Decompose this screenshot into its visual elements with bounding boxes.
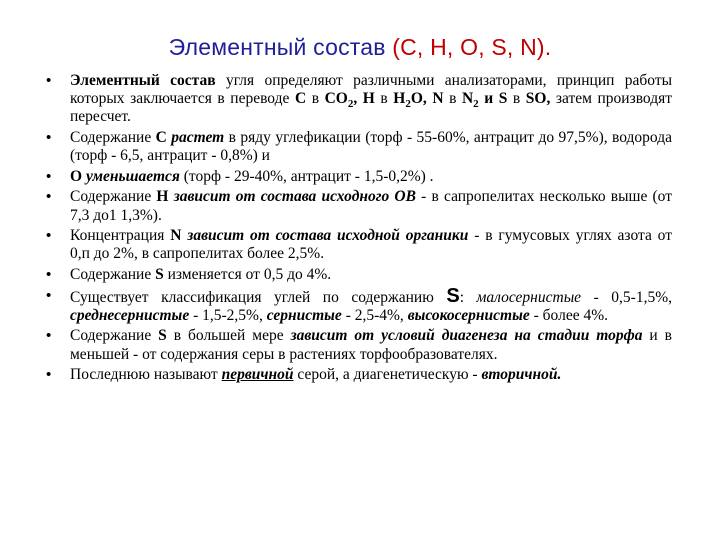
- text-run: S: [498, 90, 508, 108]
- text-run: (торф - 29-40%, антрацит - 1,5-0,2%) .: [179, 167, 434, 185]
- bullet-text: [70, 188, 672, 224]
- bullet-icon: •: [46, 286, 52, 304]
- bullet-list: [46, 72, 672, 387]
- text-run: уменьшается: [85, 167, 180, 185]
- text-run: - 2,5-4%,: [341, 306, 408, 324]
- text-run: , Н: [353, 90, 375, 108]
- text-run: - в сапропелитах несколько выше (от 7,3 до1 1,3%).: [70, 188, 672, 224]
- text-run: серой, а диагенетическую -: [293, 366, 482, 384]
- bullet-item: [46, 327, 672, 363]
- text-run: и: [478, 90, 499, 108]
- bullet-item: [46, 284, 672, 325]
- text-run: Содержание: [70, 129, 156, 146]
- bullet-icon: •: [46, 366, 52, 384]
- bullet-item: [46, 266, 672, 284]
- text-run: S: [446, 284, 460, 307]
- bullet-text: [70, 227, 672, 263]
- text-run: Последнюю называют: [70, 366, 222, 384]
- bullet-icon: •: [46, 72, 52, 89]
- text-run: S: [158, 327, 167, 345]
- text-run: в: [507, 90, 526, 108]
- text-run: С: [294, 90, 307, 108]
- text-run: Н: [393, 90, 406, 108]
- bullet-item: [46, 72, 672, 127]
- text-run: N: [170, 227, 182, 245]
- text-run: растет: [171, 129, 225, 146]
- text-run: в: [374, 90, 394, 108]
- title-accent: (C, H, O, S, N).: [392, 34, 552, 60]
- text-run: N: [432, 90, 444, 108]
- text-run: N: [461, 90, 474, 108]
- text-run: Н: [156, 188, 169, 206]
- text-run: Элементный состав: [70, 72, 216, 89]
- slide-title: [0, 34, 720, 61]
- text-run: Существует классификация углей по содержанию: [70, 288, 447, 306]
- bullet-text: [70, 327, 672, 363]
- text-run: высокосернистые: [407, 306, 530, 324]
- text-run: первичной: [221, 366, 294, 384]
- bullet-text: [70, 366, 672, 384]
- bullet-text: [70, 168, 672, 186]
- text-run: :: [459, 288, 477, 306]
- text-run: О: [70, 167, 83, 185]
- text-run: Содержание: [70, 265, 156, 283]
- text-run: и в меньшей - от содержания серы в растениях торфообразователях.: [70, 327, 672, 363]
- text-run: вторичной.: [481, 366, 562, 384]
- text-run: СО: [324, 90, 348, 108]
- text-run: Содержание: [70, 188, 157, 206]
- text-run: SO,: [525, 90, 551, 108]
- text-run: О,: [410, 90, 427, 108]
- text-run: малосернистые: [476, 288, 582, 306]
- text-run: 2: [405, 98, 411, 111]
- text-run: среднесернистые: [70, 306, 190, 324]
- text-run: S: [155, 265, 164, 283]
- text-run: зависит от состава исходного ОВ: [173, 188, 416, 206]
- bullet-text: [70, 129, 672, 165]
- text-run: 2: [347, 98, 354, 111]
- text-run: - более 4%.: [529, 306, 608, 324]
- text-run: затем производят пересчет.: [70, 90, 673, 126]
- text-run: зависит от состава исходной органики: [187, 227, 469, 245]
- bullet-text: [70, 284, 672, 325]
- text-run: - 1,5-2,5%,: [189, 306, 267, 324]
- bullet-item: [46, 366, 672, 384]
- text-run: 2: [473, 98, 479, 111]
- text-run: Концентрация: [70, 227, 171, 245]
- text-run: в ряду углефикации (торф - 55-60%, антрацит до 97,5%), водорода (торф - 6,5, антрацит - 0,8%) и: [70, 129, 672, 165]
- text-run: Содержание: [70, 327, 159, 345]
- bullet-item: [46, 227, 672, 263]
- text-run: - в гумусовых углях азота от 0,п до 2%, в сапропелитах более 2,5%.: [70, 227, 672, 263]
- text-run: в: [306, 90, 325, 108]
- bullet-icon: •: [46, 129, 52, 146]
- text-run: в большей мере: [166, 327, 291, 345]
- bullet-item: [46, 168, 672, 186]
- text-run: в: [443, 90, 462, 108]
- bullet-icon: •: [46, 327, 52, 345]
- bullet-icon: •: [46, 265, 52, 283]
- bullet-text: [70, 72, 672, 127]
- text-run: - 0,5-1,5%,: [581, 288, 672, 306]
- text-run: зависит от условий диагенеза на стадии торфа: [290, 327, 643, 345]
- bullet-text: [70, 266, 672, 284]
- text-run: изменяется от 0,5 до 4%.: [163, 265, 332, 283]
- bullet-icon: •: [46, 167, 52, 185]
- text-run: угля определяют различными анализаторами, принцип работы которых заключается в переводе: [70, 72, 673, 108]
- title-main: Элементный состав: [168, 34, 386, 60]
- bullet-item: [46, 188, 672, 224]
- bullet-icon: •: [46, 227, 52, 245]
- text-run: сернистые: [266, 306, 342, 324]
- bullet-item: [46, 129, 672, 165]
- text-run: С: [155, 129, 167, 146]
- bullet-icon: •: [46, 188, 52, 206]
